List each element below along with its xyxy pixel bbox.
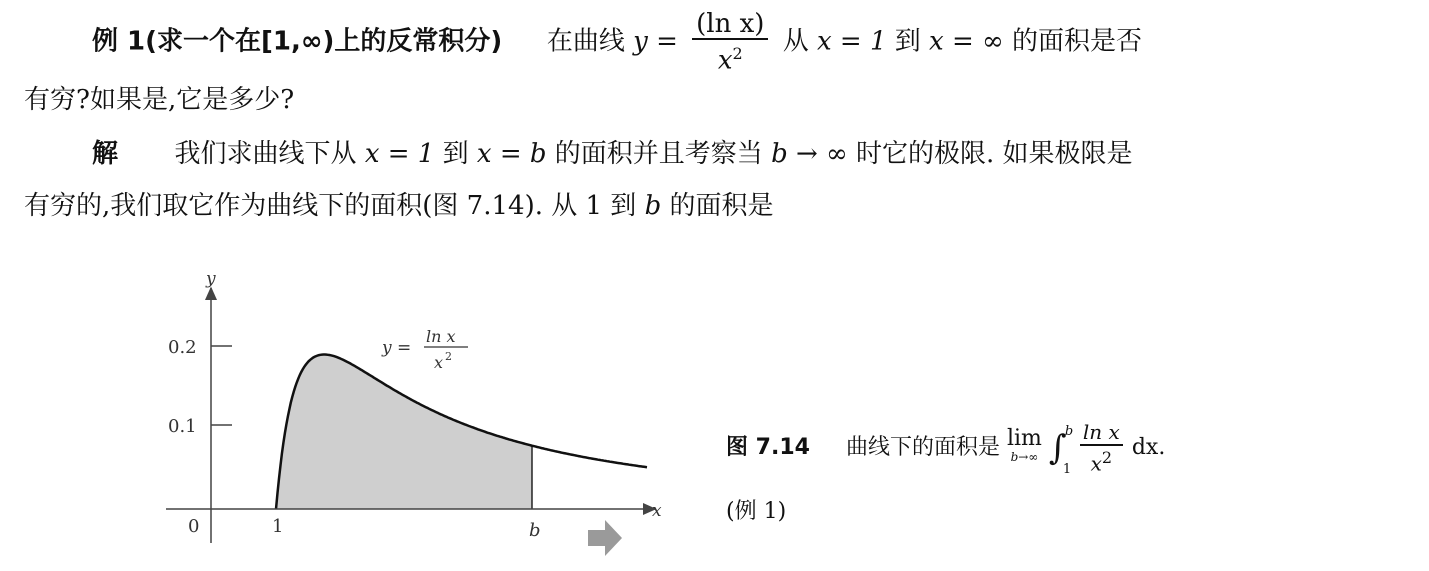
fraction-lnx-over-x2 <box>692 10 768 75</box>
text-fragment: 的面积并且考察当 <box>554 139 763 169</box>
text-fragment: 在曲线 <box>546 26 625 57</box>
curve-label-exp: 2 <box>445 350 452 363</box>
curve-label-den: x <box>434 353 444 372</box>
curve-label-num: ln x <box>426 327 456 346</box>
x-tick-label-0: 0 <box>188 516 200 537</box>
x-tick-label-1: 1 <box>272 516 284 537</box>
y-tick-label-0.2: 0.2 <box>168 337 197 358</box>
lim-subscript: b→∞ <box>1010 449 1039 464</box>
math-x-eq-1: x = 1 <box>816 26 887 57</box>
integrand-fraction <box>1080 420 1123 476</box>
shaded-area <box>276 355 532 510</box>
integral-sign: ∫ b 1 <box>1048 423 1074 477</box>
math-b-to-inf: b → ∞ <box>771 139 848 169</box>
caption-text: 曲线下的面积是 <box>845 434 1000 460</box>
math-x-eq-1: x = 1 <box>364 139 435 169</box>
figure-caption <box>726 420 1165 476</box>
right-arrow-icon <box>588 520 622 556</box>
text-fragment: 从 <box>782 26 809 57</box>
math-b: b <box>644 191 662 221</box>
math-x-eq-inf: x = ∞ <box>929 26 1004 57</box>
example-1-line-1 <box>92 10 1429 75</box>
area-under-curve-figure <box>150 258 690 558</box>
text-fragment: 我们求曲线下从 <box>174 139 357 169</box>
limit-expression <box>1006 425 1042 466</box>
solution-line-2 <box>24 190 1429 222</box>
x-tick-label-b: b <box>529 520 541 541</box>
integral-upper: b <box>1064 423 1074 439</box>
text-fragment: 到 <box>894 26 921 57</box>
y-axis-label: y <box>206 269 216 289</box>
figure-number: 图 7.14 <box>726 434 810 460</box>
integral-lower: 1 <box>1062 461 1072 477</box>
fraction-denominator: $x^2$ <box>717 44 743 76</box>
lim-word: lim <box>1006 425 1042 451</box>
text-fragment: 有穷的,我们取它作为曲线下的面积(图 7.14). 从 1 到 <box>24 191 637 221</box>
solution-line-1 <box>92 138 1429 170</box>
integrand-numerator: ln x <box>1080 420 1123 446</box>
differential: dx. <box>1131 434 1166 460</box>
solution-label: 解 <box>92 139 119 169</box>
text-fragment: 的面积是 <box>669 191 774 221</box>
math-x-eq-b: x = b <box>476 139 547 169</box>
y-tick-label-0.1: 0.1 <box>168 416 197 437</box>
example-label: 例 1(求一个在[1,∞)上的反常积分) <box>92 26 503 57</box>
text-fragment: 的面积是否 <box>1011 26 1142 57</box>
fraction-numerator: (ln x) <box>692 10 768 40</box>
text-fragment: 到 <box>442 139 469 169</box>
math-y-eq: y = <box>633 26 678 57</box>
curve-label-y: y = <box>382 338 412 358</box>
caption-example-ref: (例 1) <box>726 499 787 524</box>
example-1-line-2 <box>24 84 1429 116</box>
x-axis-label: x <box>652 501 662 521</box>
text-fragment: 有穷?如果是,它是多少? <box>24 85 295 115</box>
integrand-denominator: $x^2$ <box>1090 448 1113 476</box>
text-fragment: 时它的极限. 如果极限是 <box>855 139 1133 169</box>
